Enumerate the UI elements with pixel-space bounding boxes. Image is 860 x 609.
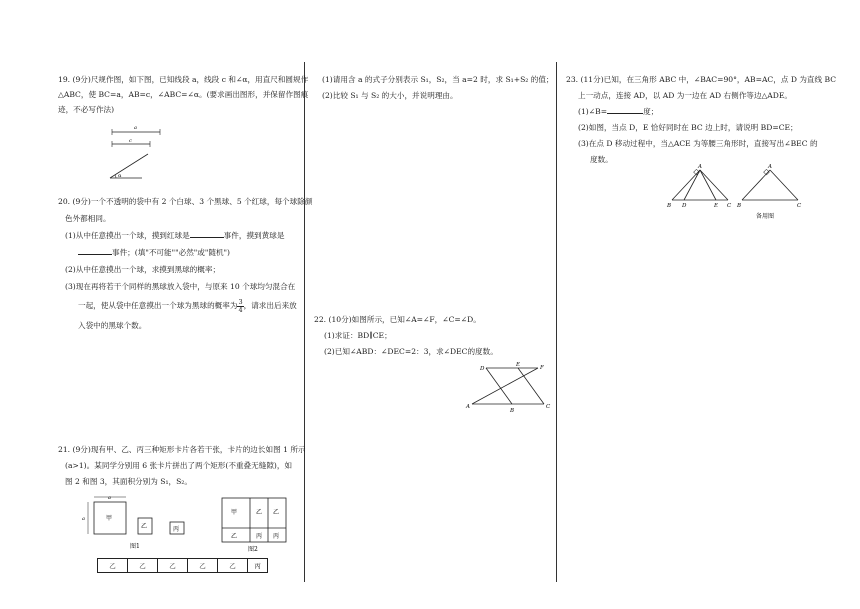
fig2-cell-6: 丙: [273, 533, 280, 540]
q22-point-C: C: [546, 404, 551, 410]
q21-line-1: 21. (9分)现有甲、乙、丙三种矩形卡片各若干张，卡片的边长如图 1 所示: [58, 445, 306, 454]
q23-figure-main: [664, 162, 736, 210]
q19-label-c: c: [129, 138, 132, 144]
column-divider-2: [556, 62, 557, 582]
q23-line-2: 上一动点，连接 AD，以 AD 为一边在 AD 右侧作等边△ADE。: [578, 91, 793, 100]
q21-fig2-label: 图2: [248, 546, 258, 553]
q20-sub3-part-c: ，请求出后来放: [243, 301, 297, 310]
q20-sub-2: (2)从中任意摸出一个球，求摸到黑球的概率；: [65, 265, 221, 274]
q21-sub-2: (2)比较 S₁ 与 S₂ 的大小，并说明理由。: [322, 91, 458, 100]
q20-sub-3d: 入袋中的黑球个数。: [78, 321, 147, 330]
fig3-cell-4: 乙: [188, 559, 218, 572]
card-yi-label: 乙: [141, 523, 148, 530]
q23-sub1-part-b: 度；: [643, 107, 659, 116]
q20-sub1-part-a: (1)从中任意摸出一个球，摸到红球是: [65, 231, 190, 240]
q23-point-B: B: [667, 203, 672, 209]
q22-line-3: (2)已知∠ABD：∠DEC=2：3，求∠DEC的度数。: [324, 347, 498, 356]
q21-line-3: 图 2 和图 3，其面积分别为 S₁，S₂。: [65, 477, 192, 486]
fig3-cell-2: 乙: [128, 559, 158, 572]
fig3-cell-1: 乙: [98, 559, 128, 572]
q21-sub-1: (1)请用含 a 的式子分别表示 S₁，S₂，当 a=2 时，求 S₁+S₂ 的值；: [322, 75, 554, 84]
fig2-cell-1: 甲: [231, 509, 238, 516]
q21-fig1-label: 图1: [130, 543, 140, 550]
q19-label-a: a: [134, 125, 137, 131]
q20-sub-3b: [58, 295, 312, 317]
q23-figure-backup: [734, 162, 806, 222]
q19-label-alpha: α: [118, 173, 122, 179]
q20-sub-3a: (3)现在再将若干个同样的黑球放入袋中，与原来 10 个球均匀混合在: [65, 282, 296, 291]
q23-backup-label: 备用图: [756, 213, 775, 220]
q23-answer-blank[interactable]: [607, 113, 643, 114]
q22-figure: [464, 358, 554, 414]
question-21: [58, 442, 306, 490]
q22-line-2: (1)求证：BD∥CE；: [324, 331, 392, 340]
fig2-cell-2: 乙: [256, 509, 263, 516]
question-21-continued: [314, 72, 554, 104]
q20-sub-1-cont: [58, 244, 312, 261]
q23-point-D: D: [682, 203, 687, 209]
q20-sub1-part-b: 事件，摸到黄球是: [223, 231, 285, 240]
q21-figure-3: [97, 558, 268, 573]
q20-line-2: 色外都相同。: [65, 214, 111, 223]
q21-figure-2: [218, 494, 292, 554]
q21-line-2: (a>1)。某同学分别用 6 张卡片拼出了两个矩形(不重叠无缝隙)，如: [65, 461, 293, 470]
q20-fraction-den: 4: [238, 305, 243, 314]
card-jia-label: 甲: [106, 515, 113, 522]
q20-fraction-num: 3: [238, 297, 243, 306]
q23-line-1: 23. (11分)已知，在三角形 ABC 中，∠BAC=90°，AB=AC，点 D 为直线 BC: [566, 75, 837, 84]
q20-sub-1: [58, 227, 312, 244]
question-23: [566, 72, 836, 168]
fig2-cell-4: 乙: [231, 533, 238, 540]
q21-dim-a-side: a: [82, 516, 85, 522]
q21-dim-a-top: a: [108, 495, 111, 501]
q19-line-1: 19. (9分)尺规作图，如下图，已知线段 a，线段 c 和∠α，用直尺和圆规作: [58, 75, 309, 84]
q19-figure: [100, 122, 170, 184]
q19-line-3: 迹，不必写作法): [58, 105, 115, 114]
q20-answer-blank-2[interactable]: [78, 254, 112, 255]
q23-sub-2: (2)如图，当点 D，E 恰好同时在 BC 边上时，请说明 BD=CE；: [578, 123, 798, 132]
q23-backup-point-C: C: [797, 203, 802, 209]
q22-point-D: D: [480, 366, 485, 372]
q23-point-E: E: [714, 203, 719, 209]
q23-backup-point-A: A: [768, 164, 772, 170]
fig2-cell-3: 乙: [273, 509, 280, 516]
q22-point-B: B: [510, 408, 515, 414]
q20-sub3-part-b: 一起，使从袋中任意摸出一个球为黑球的概率为: [78, 301, 238, 310]
q22-point-A: A: [466, 404, 470, 410]
q21-figure-1: [78, 494, 200, 552]
question-20: [58, 193, 312, 334]
q23-sub-1: [566, 104, 836, 120]
q20-line-1: 20. (9分)一个不透明的袋中有 2 个白球、3 个黑球、5 个红球，每个球除颜: [58, 197, 313, 206]
fig3-cell-5: 乙: [218, 559, 248, 572]
q23-sub1-part-a: (1)∠B=: [578, 107, 608, 116]
q23-sub-3b: 度数。: [590, 155, 613, 164]
q23-point-C: C: [727, 203, 732, 209]
q20-answer-blank-1[interactable]: [190, 237, 224, 238]
fig2-cell-5: 丙: [256, 533, 263, 540]
q22-line-1: 22. (10分)如图所示，已知∠A=∠F，∠C=∠D。: [314, 315, 481, 324]
q20-sub1-part-c: 事件；(填"不可能""必然"或"随机"): [112, 248, 231, 257]
q23-sub-3a: (3)在点 D 移动过程中，当△ACE 为等腰三角形时，直接写出∠BEC 的: [578, 139, 818, 148]
q19-line-2: △ABC，使 BC=a，AB=c，∠ABC=∠α。(要求画出图形，并保留作图痕: [58, 90, 309, 99]
q23-point-A: A: [698, 164, 702, 170]
q22-point-F: F: [540, 365, 544, 371]
q22-point-E: E: [516, 362, 521, 368]
fig3-cell-6: 丙: [254, 562, 261, 570]
q23-backup-point-B: B: [737, 203, 742, 209]
fig3-cell-3: 乙: [158, 559, 188, 572]
question-22: [314, 312, 498, 360]
card-bing-label: 丙: [173, 526, 180, 533]
question-19: [58, 72, 308, 117]
